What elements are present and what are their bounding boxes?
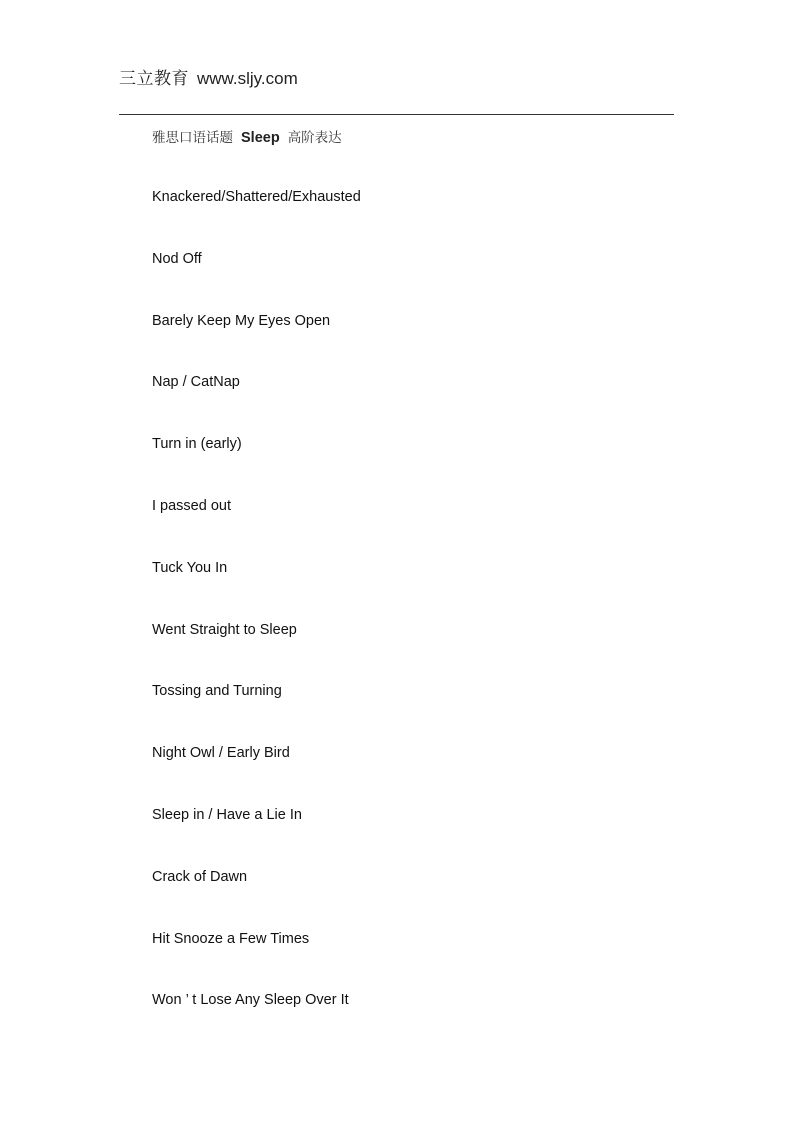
phrase-item: Hit Snooze a Few Times [152,930,310,947]
phrase-item: Tuck You In [152,559,228,576]
phrase-item: Barely Keep My Eyes Open [152,312,331,329]
page-header [119,64,298,89]
header-divider [119,114,674,115]
phrase-item: Tossing and Turning [152,683,282,700]
phrase-item: Turn in (early) [152,436,242,453]
phrase-item: Crack of Dawn [152,868,248,885]
phrase-item: Night Owl / Early Bird [152,745,290,762]
phrase-item: Went Straight to Sleep [152,621,297,638]
phrase-item: Won ’ t Lose Any Sleep Over It [152,992,349,1009]
phrase-item: I passed out [152,497,231,514]
phrase-item: Knackered/Shattered/Exhausted [152,189,361,205]
document-title [152,126,342,146]
header-website-url: www.sljy.com [197,69,298,88]
header-brand-name: 三立教育 [119,69,189,89]
phrase-item: Sleep in / Have a Lie In [152,806,302,823]
title-prefix: 雅思口语话题 [152,130,233,146]
phrase-item: Nod Off [152,250,202,267]
phrase-list [152,188,361,1053]
title-suffix: 高阶表达 [287,130,342,146]
phrase-item: Nap / CatNap [152,374,240,391]
title-topic: Sleep [241,130,280,146]
